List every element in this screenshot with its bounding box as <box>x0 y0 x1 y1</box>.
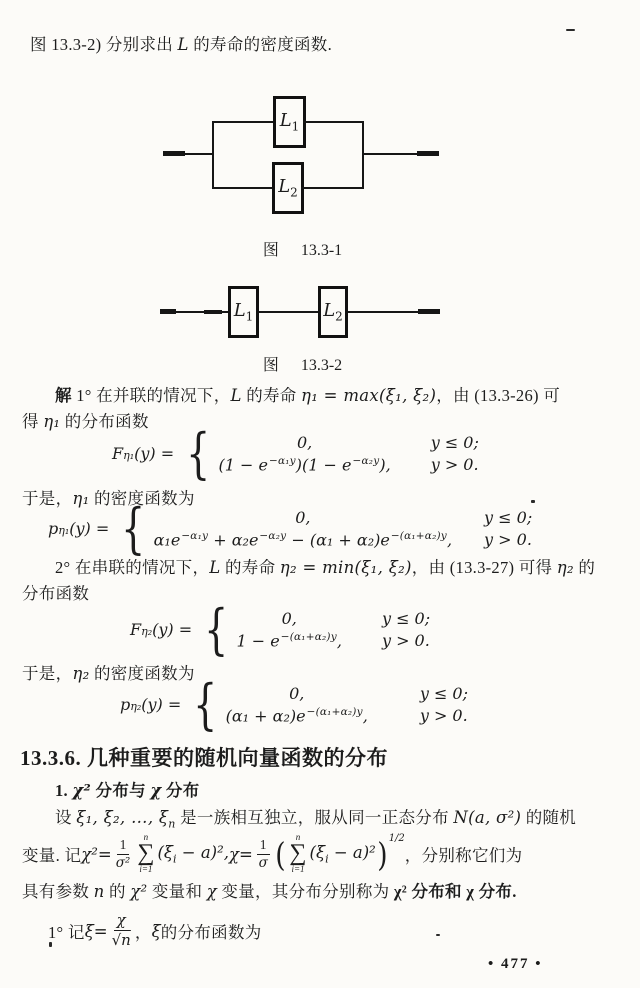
math-eta1: η₁ <box>43 412 61 431</box>
math-normal-dist: N(a, σ²) <box>453 808 522 827</box>
var-L: L <box>177 35 189 54</box>
case-brace: { <box>186 422 211 485</box>
sum-upper-limit: n <box>143 832 149 843</box>
component-label-l1 <box>280 110 300 134</box>
math-chi2: χ² <box>130 882 148 901</box>
text: 的 <box>573 558 596 577</box>
section-number: 13.3.6. <box>20 746 82 770</box>
formula-lhs <box>48 519 109 538</box>
text: 设 <box>55 808 77 827</box>
text: 变量和 <box>147 882 207 901</box>
summation-operator <box>289 833 306 874</box>
condition: y ≤ 0; <box>381 609 431 629</box>
figure-caption-1 <box>160 237 445 260</box>
case-expr <box>236 631 341 650</box>
wire-blob <box>204 310 222 314</box>
value: 0, <box>281 609 297 629</box>
function-letter: F <box>112 444 124 464</box>
exponent: −α₂y <box>259 530 287 543</box>
var-n: n <box>93 882 105 901</box>
var-L: L <box>230 386 242 405</box>
term: − a)², <box>176 842 229 862</box>
component-label-l2 <box>323 300 343 324</box>
case-brace: { <box>193 673 218 736</box>
case-cond <box>431 433 479 452</box>
scan-speck <box>566 29 575 31</box>
denominator: σ <box>258 854 268 871</box>
value: 0, <box>295 508 311 528</box>
text: 的密度函数为 <box>89 664 195 683</box>
wire-segment <box>212 187 273 189</box>
wire-segment <box>212 121 274 123</box>
component-label-l1 <box>234 300 254 324</box>
term: − a)² <box>328 842 376 862</box>
text: 于是， <box>22 489 73 508</box>
text: ，由 (13.3-27) 可得 <box>411 558 557 577</box>
subscript-i: i <box>172 852 177 866</box>
case-cond <box>431 455 479 474</box>
text: 分布函数 <box>22 584 90 603</box>
subsection-number: 1. <box>55 781 73 800</box>
label-letter: L <box>233 300 246 322</box>
text: ，分别称它们为 <box>404 846 523 865</box>
value: 0, <box>296 433 313 453</box>
caption-word: 图 <box>262 357 279 374</box>
function-subscript: η₂ <box>141 625 153 639</box>
label-index: 2 <box>290 185 298 200</box>
series-case-line-1 <box>55 555 595 580</box>
math-chi: χ <box>206 882 217 901</box>
component-label-l2 <box>278 176 298 200</box>
intro-text-post: 的寿命的密度函数. <box>188 35 333 54</box>
numerator: 1 <box>117 837 130 855</box>
condition: y ≤ 0; <box>484 508 533 528</box>
subscript-i: i <box>325 852 329 866</box>
text: 的分布函数 <box>60 412 149 431</box>
case-rows <box>154 508 533 549</box>
text: 的寿命 <box>220 558 280 577</box>
function-args: (y) = <box>134 444 175 464</box>
label-letter: L <box>323 300 336 322</box>
formula-F-eta1 <box>112 422 479 485</box>
term: , <box>362 706 368 726</box>
condition: y > 0. <box>419 706 468 726</box>
wire-terminal-right <box>418 309 440 314</box>
math-xi: ξ <box>84 921 94 941</box>
function-args: (y) = <box>141 695 182 715</box>
radicand-n: n <box>121 931 131 949</box>
case-expr <box>218 433 390 452</box>
exponent: −(α₁+α₂)y <box>390 530 447 543</box>
math-term <box>157 843 229 865</box>
exponent: −α₂y <box>352 455 380 468</box>
denominator: σ² <box>115 854 131 871</box>
text: 分布 <box>161 781 200 800</box>
exponent: −α₁y <box>268 455 296 468</box>
text: 1° 在并联的情况下， <box>71 386 231 405</box>
math-eta2: η₂ <box>72 664 90 683</box>
subscript-n: n <box>168 817 176 831</box>
wire-segment <box>163 153 213 155</box>
sum-upper-limit: n <box>295 832 301 843</box>
case-cond <box>382 609 430 628</box>
var-L: L <box>209 558 221 577</box>
term: )(1 − e <box>295 455 352 475</box>
exponent: −(α₁+α₂)y <box>280 631 337 644</box>
value: 0, <box>289 684 305 704</box>
function-letter: F <box>130 620 142 640</box>
label-index: 2 <box>335 309 343 324</box>
case-cond <box>382 631 430 650</box>
text: 于是， <box>22 664 73 683</box>
term: (1 − e <box>218 455 268 475</box>
definition-line-2 <box>22 831 522 877</box>
term: ξ₁, ξ₂, …, ξ <box>76 808 169 827</box>
case-cond <box>420 706 468 725</box>
function-letter: p <box>120 695 131 715</box>
intro-text-pre: 图 13.3-2) 分别求出 <box>30 35 178 54</box>
text: 变量. 记 <box>22 846 82 865</box>
formula-p-eta2 <box>120 673 468 736</box>
function-args: (y) = <box>152 620 193 640</box>
caption-number: 13.3-2 <box>300 357 343 374</box>
text: 分布与 <box>91 781 151 800</box>
case-brace: { <box>121 497 146 560</box>
condition: y > 0. <box>484 530 532 550</box>
function-subscript: η₁ <box>58 524 70 538</box>
numerator: χ <box>114 912 129 931</box>
term: (ξ <box>157 842 173 862</box>
label-letter: L <box>278 176 291 198</box>
scan-speck <box>436 934 440 936</box>
term: + α₂e <box>208 530 259 550</box>
radical-sign: √ <box>111 931 122 949</box>
condition: y ≤ 0; <box>430 433 479 453</box>
fraction-1-over-sigma <box>257 837 270 871</box>
function-subscript: η₂ <box>130 700 142 714</box>
math-xi-sequence <box>76 808 176 831</box>
intro-line <box>30 32 332 57</box>
case-expr <box>236 609 341 628</box>
function-letter: p <box>48 519 59 539</box>
solution-line-1 <box>55 383 560 408</box>
formula-F-eta2 <box>130 598 431 661</box>
sigma-symbol: ∑ <box>137 840 155 867</box>
fraction-chi-over-sqrt-n <box>112 912 131 951</box>
sum-lower-limit: i=1 <box>291 863 305 874</box>
case-expr <box>218 455 390 474</box>
case-cond <box>484 508 532 527</box>
series-case-line-2 <box>22 581 89 606</box>
term: ), <box>379 455 391 475</box>
text: ， <box>134 923 152 942</box>
term: , <box>336 631 342 651</box>
term: 1 − e <box>236 631 280 651</box>
caption-word: 图 <box>262 242 279 259</box>
sigma-symbol: ∑ <box>289 840 307 867</box>
condition: y > 0. <box>381 631 430 651</box>
numerator: 1 <box>257 837 270 855</box>
sum-lower-limit: i=1 <box>139 863 153 874</box>
denominator <box>112 931 131 950</box>
definition-line-3 <box>22 879 517 904</box>
text: 变量，其分布分别称为 <box>217 882 394 901</box>
case-expr <box>154 530 452 549</box>
wire-segment <box>259 311 318 313</box>
text: 具有参数 <box>22 882 94 901</box>
case-cond <box>420 684 468 703</box>
wire-segment <box>301 187 364 189</box>
label-index: 1 <box>291 119 300 134</box>
scan-speck <box>531 500 535 503</box>
exponent-half: 1/2 <box>388 833 405 844</box>
text: 得 <box>22 412 44 431</box>
math-xi: ξ <box>151 921 161 941</box>
component-box-l2 <box>318 286 348 338</box>
component-box-l1 <box>273 96 306 148</box>
term: (ξ <box>309 842 326 862</box>
text: 的 <box>104 882 131 901</box>
wire-terminal-right <box>417 151 439 156</box>
formula-lhs <box>130 620 192 639</box>
emphasized-distribution-names: χ² 分布和 χ 分布. <box>393 882 517 901</box>
text: ，由 (13.3-26) 可 <box>436 386 561 405</box>
condition: y ≤ 0; <box>419 684 468 704</box>
formula-lhs <box>120 695 181 714</box>
subsection-heading <box>55 778 200 803</box>
function-subscript: η₁ <box>123 449 135 463</box>
term: , <box>446 530 453 550</box>
exponent: −α₁y <box>181 530 209 543</box>
text: 1° 记 <box>48 923 85 942</box>
case-expr <box>154 508 452 527</box>
wire-segment <box>362 121 364 189</box>
math-chi2: χ² <box>81 844 98 864</box>
math-eta1: η₁ <box>72 489 90 508</box>
section-title: 几种重要的随机向量函数的分布 <box>81 746 388 770</box>
case-expr <box>226 684 368 703</box>
condition: y > 0. <box>430 455 479 475</box>
figure-parallel-circuit <box>160 90 445 218</box>
caption-number: 13.3-1 <box>300 242 343 259</box>
section-heading <box>20 742 388 772</box>
paren-close: ) <box>377 834 388 874</box>
formula-lhs <box>112 444 174 463</box>
text: 是一族相互独立，服从同一正态分布 <box>175 808 454 827</box>
text: 的密度函数为 <box>89 489 195 508</box>
term: − (α₁ + α₂)e <box>286 530 390 550</box>
math-chi: χ <box>228 844 239 864</box>
case-cond <box>484 530 532 549</box>
case-rows <box>218 433 478 474</box>
closing-line <box>48 910 262 952</box>
equals: = <box>93 921 108 941</box>
math-eta1-max: η₁ = max(ξ₁, ξ₂) <box>301 386 437 405</box>
text: 2° 在串联的情况下， <box>55 558 210 577</box>
term: α₁e <box>153 530 181 550</box>
label-index: 1 <box>245 309 254 324</box>
function-args: (y) = <box>69 519 110 539</box>
summation-operator <box>137 833 154 874</box>
case-brace: { <box>204 598 229 661</box>
case-rows <box>236 609 430 650</box>
figure-caption-2 <box>160 352 445 375</box>
solution-keyword: 解 <box>55 386 72 405</box>
paren-open: ( <box>274 834 286 874</box>
math-eta2-min: η₂ = min(ξ₁, ξ₂) <box>279 558 412 577</box>
exponent: −(α₁+α₂)y <box>306 706 363 719</box>
label-letter: L <box>279 110 292 132</box>
text: 的寿命 <box>241 386 302 405</box>
math-chi2: χ² <box>72 781 92 800</box>
equals: = <box>238 844 253 864</box>
equals: = <box>97 844 112 864</box>
wire-segment <box>212 121 214 189</box>
math-term <box>310 843 376 865</box>
component-box-l2 <box>272 162 304 214</box>
math-chi: χ <box>150 781 162 800</box>
component-box-l1 <box>228 286 259 338</box>
fraction-1-over-sigma2 <box>116 837 131 871</box>
math-eta2: η₂ <box>556 558 574 577</box>
wire-segment <box>303 121 364 123</box>
figure-series-circuit <box>160 283 445 345</box>
text: 的分布函数为 <box>160 923 262 942</box>
case-rows <box>226 684 468 725</box>
text: 的随机 <box>521 808 577 827</box>
page-number: • 477 • <box>488 956 543 972</box>
term: (α₁ + α₂)e <box>225 706 306 726</box>
case-expr <box>226 706 368 725</box>
